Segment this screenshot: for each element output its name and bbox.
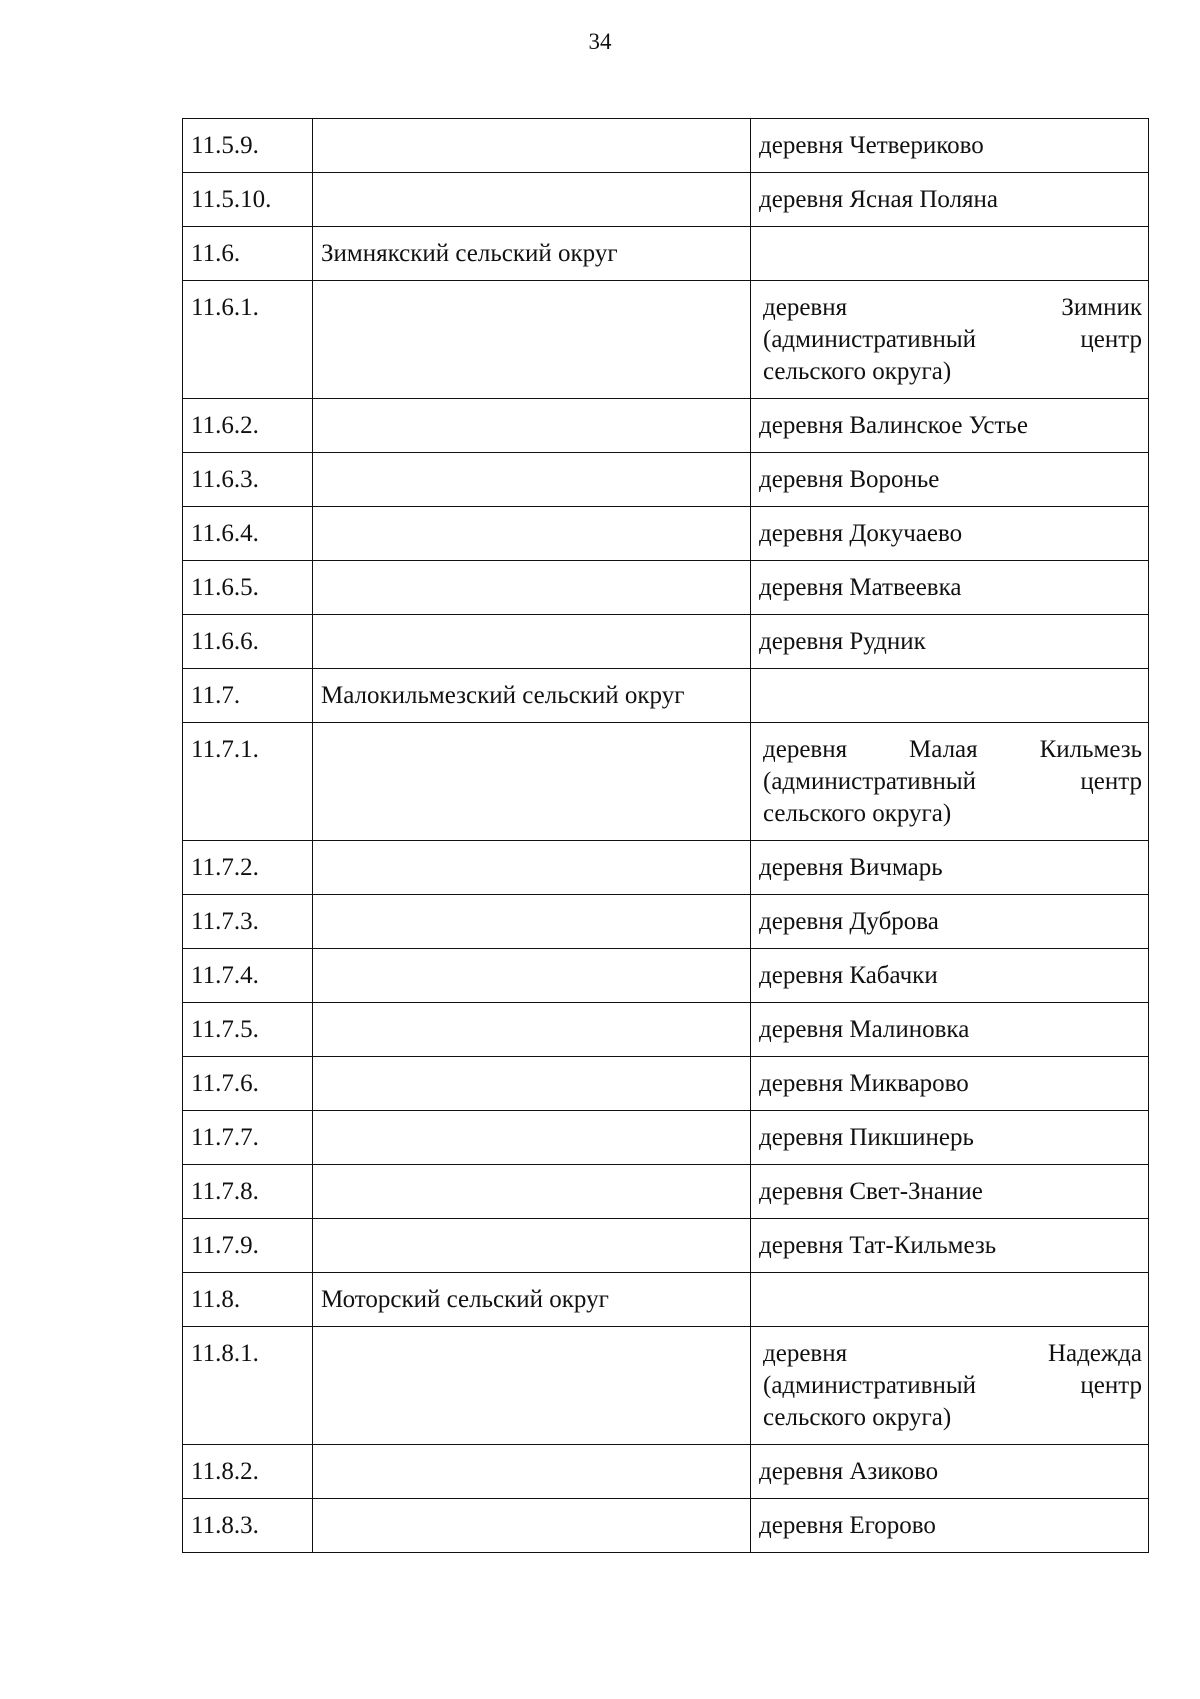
settlement-name: деревня Докучаево [751,507,1149,561]
settlement-name: деревня Микварово [751,1057,1149,1111]
table-row [183,119,1149,173]
okrug-name [313,1219,751,1273]
okrug-name [313,173,751,227]
row-number: 11.7.7. [183,1111,313,1165]
table-row [183,1499,1149,1553]
settlement-name: деревня Азиково [751,1445,1149,1499]
row-number: 11.6.1. [183,281,313,399]
okrug-name [313,1003,751,1057]
settlement-name [751,227,1149,281]
settlement-name: деревня Пикшинерь [751,1111,1149,1165]
table-row [183,1327,1149,1445]
okrug-name [313,1499,751,1553]
settlements-table [182,118,1149,1553]
row-number: 11.7.5. [183,1003,313,1057]
okrug-name [313,507,751,561]
table-row [183,507,1149,561]
row-number: 11.8.3. [183,1499,313,1553]
table-row [183,399,1149,453]
table-row [183,1111,1149,1165]
settlement-name: деревня Вичмарь [751,841,1149,895]
settlement-name [751,669,1149,723]
row-number: 11.5.9. [183,119,313,173]
settlement-name: деревня Четвериково [751,119,1149,173]
table-row [183,1273,1149,1327]
settlement-name: деревня Зимник (административный центр сельского округа) [751,281,1149,399]
settlement-name: деревня Малая Кильмезь (административный центр сельского округа) [751,723,1149,841]
page-number: 34 [588,29,612,54]
okrug-name [313,1111,751,1165]
table-row [183,173,1149,227]
okrug-name [313,1445,751,1499]
settlement-name: деревня Кабачки [751,949,1149,1003]
settlement-name: деревня Егорово [751,1499,1149,1553]
settlement-name: деревня Тат-Кильмезь [751,1219,1149,1273]
table-row [183,1219,1149,1273]
row-number: 11.7. [183,669,313,723]
row-number: 11.6.2. [183,399,313,453]
settlement-name: деревня Дуброва [751,895,1149,949]
okrug-name [313,723,751,841]
row-number: 11.8. [183,1273,313,1327]
table-row [183,1445,1149,1499]
okrug-name [313,281,751,399]
table-row [183,841,1149,895]
row-number: 11.6.6. [183,615,313,669]
settlement-name: деревня Малиновка [751,1003,1149,1057]
settlement-name: деревня Ясная Поляна [751,173,1149,227]
row-number: 11.6.4. [183,507,313,561]
okrug-name [313,895,751,949]
table-row [183,281,1149,399]
table-body [183,119,1149,1553]
okrug-name: Зимнякский сельский округ [313,227,751,281]
table-row [183,1057,1149,1111]
settlement-name: деревня Свет-Знание [751,1165,1149,1219]
okrug-name [313,1327,751,1445]
settlement-name: деревня Матвеевка [751,561,1149,615]
okrug-name [313,561,751,615]
okrug-name [313,1165,751,1219]
okrug-name [313,615,751,669]
row-number: 11.8.2. [183,1445,313,1499]
table-row [183,723,1149,841]
row-number: 11.8.1. [183,1327,313,1445]
row-number: 11.7.9. [183,1219,313,1273]
table-row [183,669,1149,723]
settlement-name [751,1273,1149,1327]
table-row [183,895,1149,949]
row-number: 11.6.5. [183,561,313,615]
settlement-name: деревня Валинское Устье [751,399,1149,453]
settlement-name: деревня Воронье [751,453,1149,507]
okrug-name: Моторский сельский округ [313,1273,751,1327]
row-number: 11.7.1. [183,723,313,841]
settlement-name: деревня Рудник [751,615,1149,669]
row-number: 11.7.6. [183,1057,313,1111]
okrug-name [313,119,751,173]
row-number: 11.7.2. [183,841,313,895]
table-row [183,227,1149,281]
row-number: 11.6. [183,227,313,281]
table-row [183,949,1149,1003]
okrug-name [313,453,751,507]
table-row [183,453,1149,507]
table-row [183,1165,1149,1219]
row-number: 11.5.10. [183,173,313,227]
okrug-name [313,399,751,453]
row-number: 11.7.3. [183,895,313,949]
settlement-name: деревня Надежда (административный центр сельского округа) [751,1327,1149,1445]
okrug-name [313,949,751,1003]
row-number: 11.6.3. [183,453,313,507]
okrug-name [313,841,751,895]
table-row [183,1003,1149,1057]
okrug-name [313,1057,751,1111]
row-number: 11.7.8. [183,1165,313,1219]
okrug-name: Малокильмезский сельский округ [313,669,751,723]
table-row [183,615,1149,669]
row-number: 11.7.4. [183,949,313,1003]
table-row [183,561,1149,615]
